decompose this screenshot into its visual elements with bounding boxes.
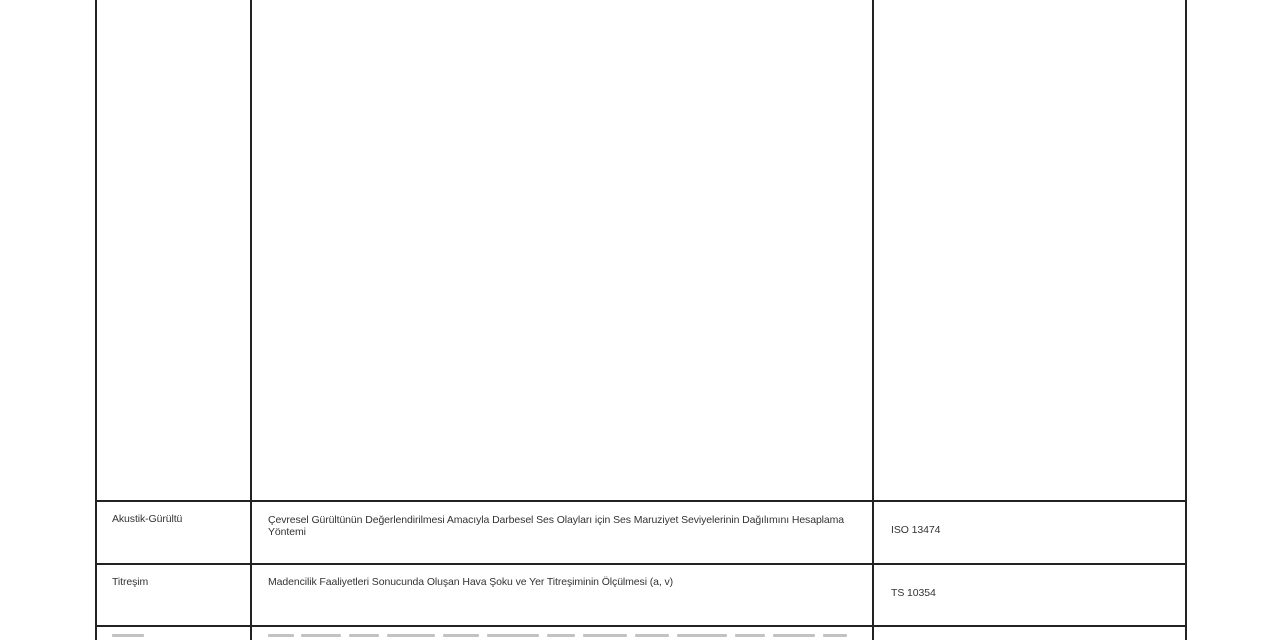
table-border-right [1185, 0, 1187, 640]
methods-table [95, 0, 1187, 640]
table-row-1-standard: ISO 13474 [891, 524, 941, 536]
table-border-left [95, 0, 97, 640]
table-row-3-cutoff [95, 632, 1187, 640]
table-row-2-parameter: Titreşim [112, 576, 149, 588]
row-divider-2 [95, 563, 1187, 565]
column-divider-2 [872, 0, 874, 640]
table-row-2-method: Madencilik Faaliyetleri Sonucunda Oluşan Hava Şoku ve Yer Titreşiminin Ölçülmesi (a, v) [268, 576, 674, 588]
row-divider-1 [95, 500, 1187, 502]
table-row-2-standard: TS 10354 [891, 587, 936, 599]
table-row-1-parameter: Akustik-Gürültü [112, 513, 183, 525]
column-divider-1 [250, 0, 252, 640]
table-row-1-method: Çevresel Gürültünün Değerlendirilmesi Amacıyla Darbesel Ses Olayları için Ses Maruziyet Seviyelerinin Dağılımını Hesaplama Yöntemi [268, 514, 845, 538]
row-divider-3 [95, 625, 1187, 627]
